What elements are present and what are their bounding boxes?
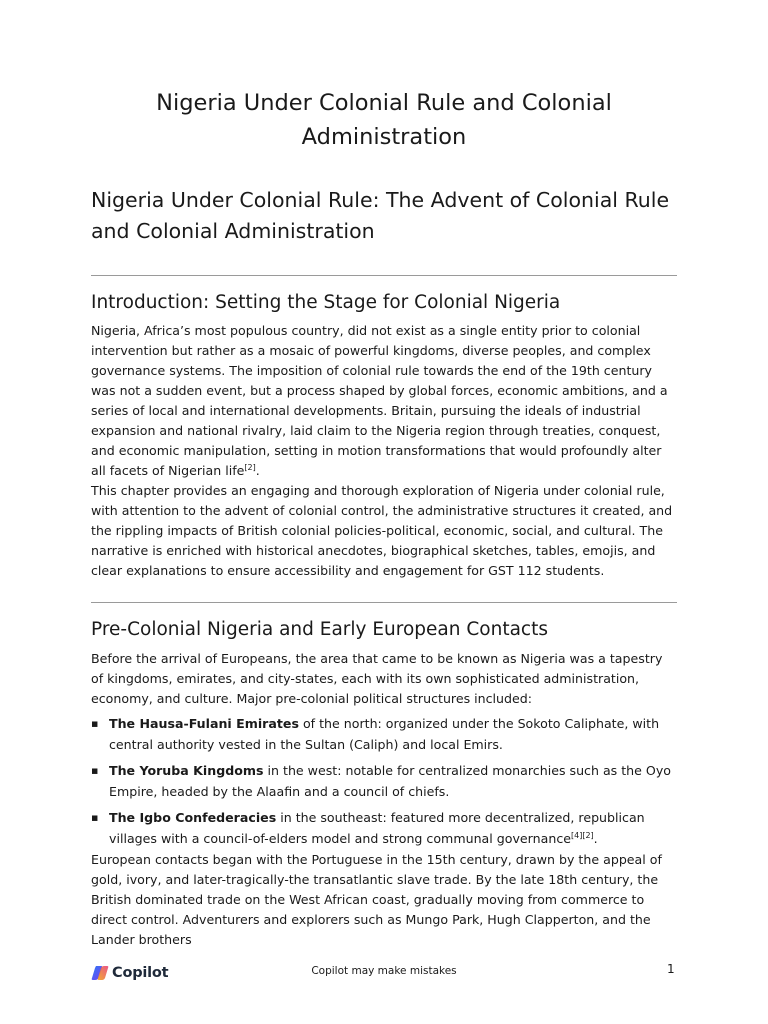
list-item: ▪ The Hausa-Fulani Emirates of the north: organized under the Sokoto Caliphate, with central authority vested in the Sultan (Caliph) and local Emirs. (91, 716, 660, 752)
list-item: ▪ The Igbo Confederacies in the southeast: featured more decentralized, republican villages with a council-of-elders model and strong communal governance[4][2]. (91, 810, 645, 846)
intro-paragraph-1: Nigeria, Africa’s most populous country, did not exist as a single entity prior to colonial intervention but rather as a mosaic of powerful kingdoms, diverse peoples, and complex governance systems. The imposition of colonial rule towards the end of the 19th century was not a sudden event, but a process shaped by global forces, economic ambitions, and a series of local and international developments. Britain, pursuing the ideals of industrial expansion and national rivalry, laid claim to the Nigeria region through treaties, conquest, and economic manipulation, setting in motion transformations that would profoundly alter all facets of Nigerian life[2]. (91, 323, 668, 478)
logo-text: Copilot (112, 965, 169, 981)
bullet-icon: ▪ (91, 764, 99, 777)
precolonial-bullet-list (91, 714, 677, 855)
list-item: ▪ The Yoruba Kingdoms in the west: notable for centralized monarchies such as the Oyo Empire, headed by the Alaafin and a council of chiefs. (91, 763, 671, 799)
footer-disclaimer: Copilot may make mistakes (311, 965, 457, 977)
precolonial-heading: Pre-Colonial Nigeria and Early European Contacts (91, 619, 548, 640)
bullet-icon: ▪ (91, 717, 99, 730)
precolonial-paragraph-1: Before the arrival of Europeans, the area that came to be known as Nigeria was a tapestry of kingdoms, emirates, and city-states, each with its own sophisticated administration, economy, and culture. Major pre-colonial political structures included: (91, 651, 663, 706)
document-title: Nigeria Under Colonial Rule and Colonial Administration (156, 90, 612, 150)
citation[interactable]: [2] (244, 463, 256, 472)
citation[interactable]: [4][2] (571, 830, 594, 840)
intro-heading: Introduction: Setting the Stage for Colonial Nigeria (91, 292, 561, 313)
section-divider (91, 602, 677, 603)
bullet-icon: ▪ (91, 811, 99, 824)
document-subtitle: Nigeria Under Colonial Rule: The Advent of Colonial Rule and Colonial Administration (91, 188, 670, 243)
section-divider (91, 275, 677, 276)
precolonial-paragraph-2: European contacts began with the Portuguese in the 15th century, drawn by the appeal of gold, ivory, and later-tragically-the transatlantic slave trade. By the late 18th century, the British dominated trade on the West African coast, gradually moving from commerce to direct control. Adventurers and explorers such as Mungo Park, Hugh Clapperton, and the Lander brothers (91, 852, 662, 947)
page-number: 1 (667, 962, 675, 976)
intro-paragraph-2: This chapter provides an engaging and thorough exploration of Nigeria under colonial rule, with attention to the advent of colonial control, the administrative structures it created, and the rippling impacts of British colonial policies-political, economic, social, and cultural. The narrative is enriched with historical anecdotes, biographical sketches, tables, emojis, and clear explanations to ensure accessibility and engagement for GST 112 students. (91, 483, 673, 578)
